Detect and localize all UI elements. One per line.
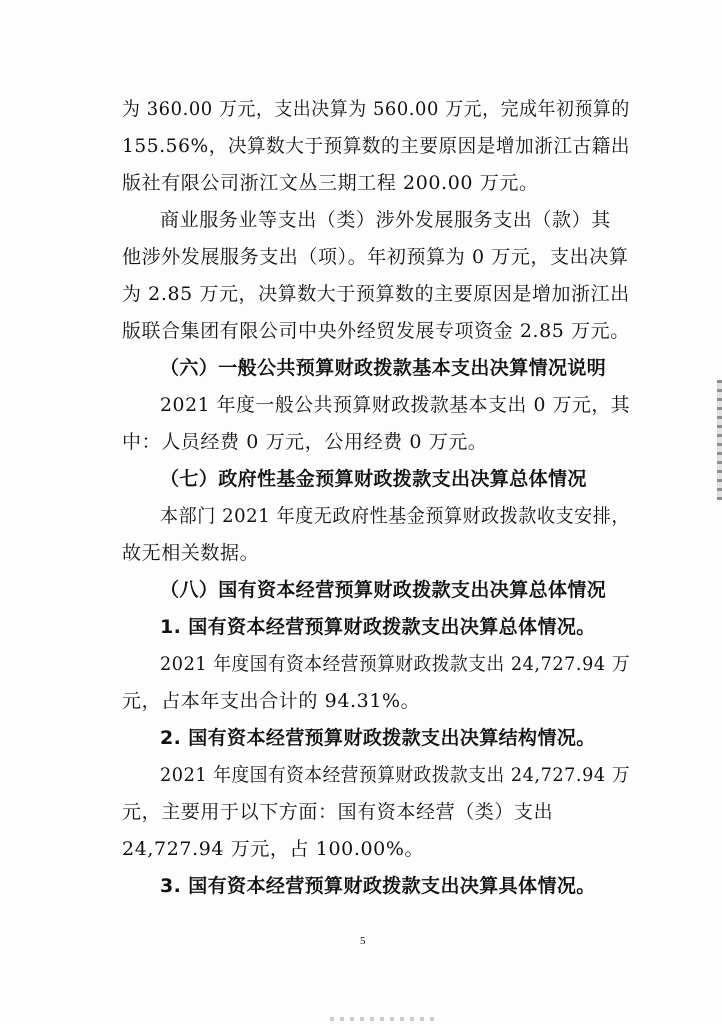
section-heading-8: （八）国有资本经营预算财政拨款支出决算总体情况 xyxy=(160,579,607,601)
body-text-line: 版联合集团有限公司中央外经贸发展专项资金 2.85 万元。 xyxy=(122,320,630,342)
scan-bottom-mark xyxy=(330,1017,440,1021)
body-text-line: 元，主要用于以下方面：国有资本经营（类）支出 xyxy=(122,801,554,823)
body-text-line: 元，占本年支出合计的 94.31%。 xyxy=(122,690,421,712)
body-text-line: 24,727.94 万元，占 100.00%。 xyxy=(122,838,425,860)
body-text-line: 2021 年度国有资本经营预算财政拨款支出 24,727.94 万 xyxy=(160,653,631,675)
page-number: 5 xyxy=(360,935,366,947)
subsection-heading-2: 2. 国有资本经营预算财政拨款支出决算结构情况。 xyxy=(160,727,596,749)
body-text-line: 为 360.00 万元，支出决算为 560.00 万元，完成年初预算的 xyxy=(122,98,630,120)
subsection-heading-1: 1. 国有资本经营预算财政拨款支出决算总体情况。 xyxy=(160,616,596,638)
section-heading-6: （六）一般公共预算财政拨款基本支出决算情况说明 xyxy=(160,357,607,379)
body-text-line: 版社有限公司浙江文丛三期工程 200.00 万元。 xyxy=(122,172,539,194)
body-text-line: 155.56%，决算数大于预算数的主要原因是增加浙江古籍出 xyxy=(122,135,630,157)
section-heading-7: （七）政府性基金预算财政拨款支出决算总体情况 xyxy=(160,468,587,490)
subsection-heading-3: 3. 国有资本经营预算财政拨款支出决算具体情况。 xyxy=(160,875,596,897)
body-text-line: 商业服务业等支出（类）涉外发展服务支出（款）其 xyxy=(160,209,611,231)
body-text-line: 中：人员经费 0 万元，公用经费 0 万元。 xyxy=(122,431,488,453)
body-text-line: 他涉外发展服务支出（项）。年初预算为 0 万元，支出决算 xyxy=(122,246,629,268)
body-text-line: 2021 年度国有资本经营预算财政拨款支出 24,727.94 万 xyxy=(160,764,631,786)
body-text-line: 为 2.85 万元，决算数大于预算数的主要原因是增加浙江出 xyxy=(122,283,630,305)
body-text-line: 2021 年度一般公共预算财政拨款基本支出 0 万元，其 xyxy=(160,394,631,416)
scan-edge-mark xyxy=(717,380,722,500)
body-text-line: 故无相关数据。 xyxy=(122,542,260,564)
body-text-line: 本部门 2021 年度无政府性基金预算财政拨款收支安排， xyxy=(160,505,630,527)
